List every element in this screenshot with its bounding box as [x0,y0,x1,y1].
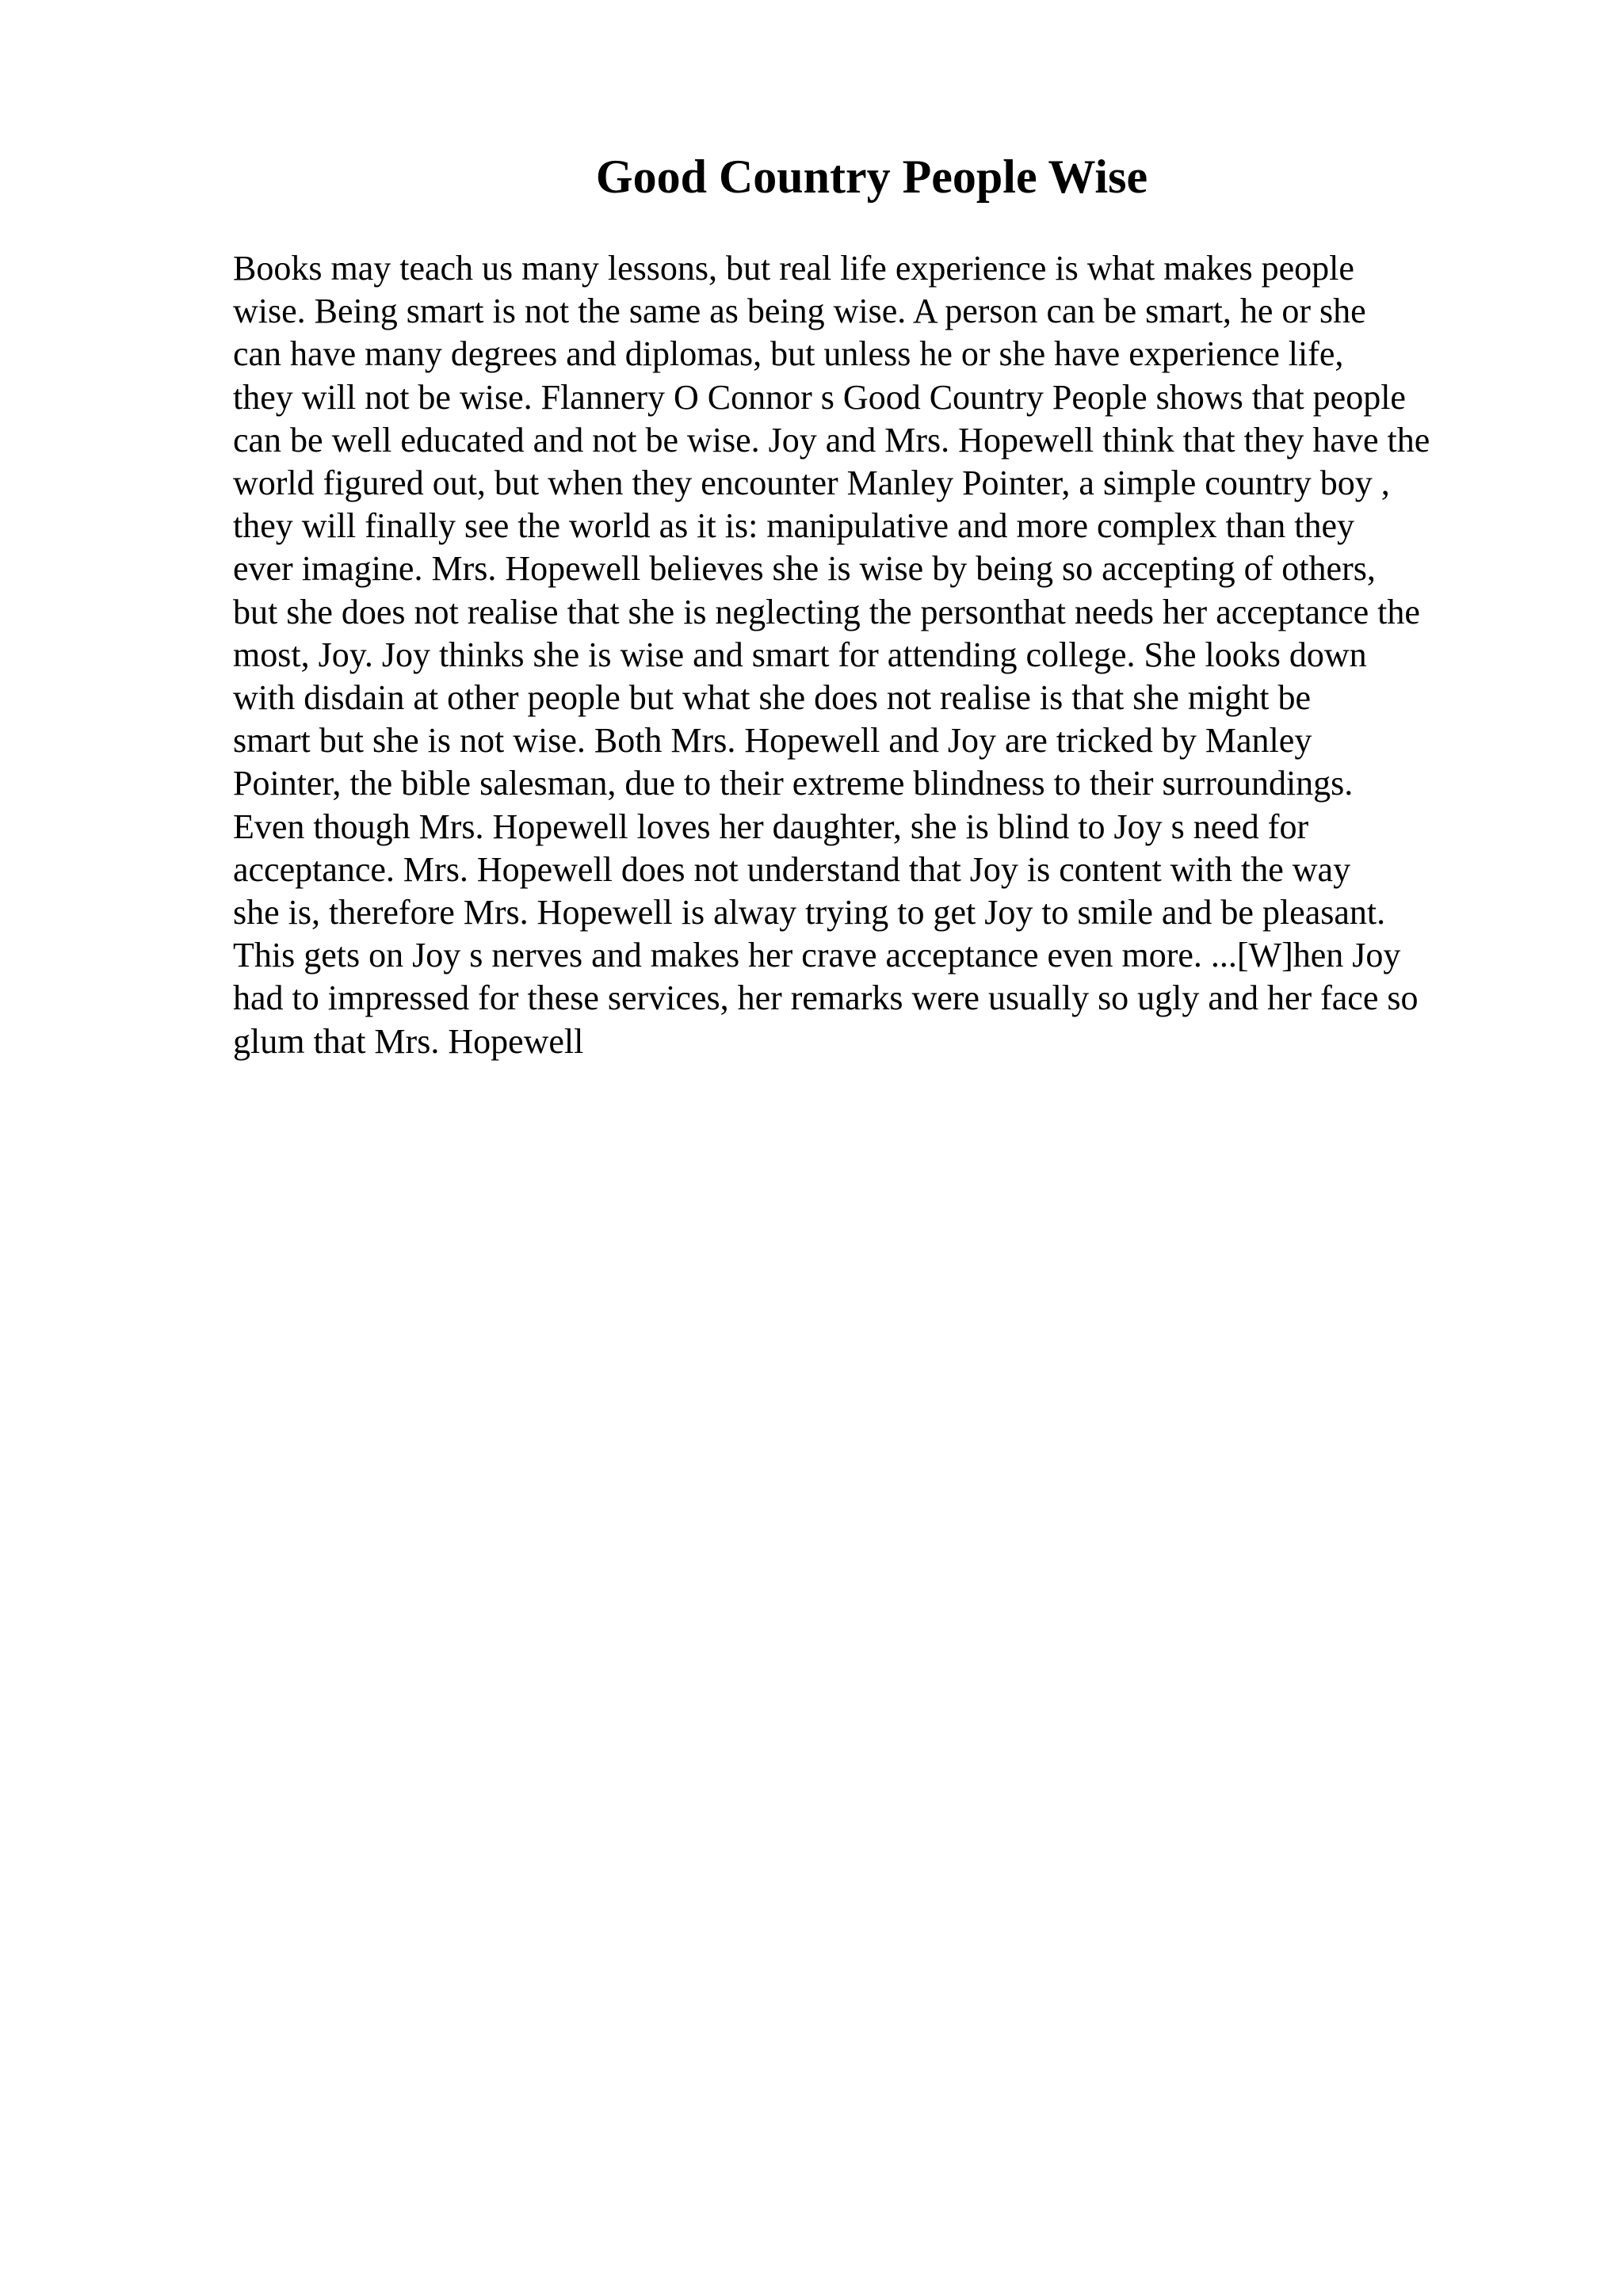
text-line: glum that Mrs. Hopewell [233,1021,584,1061]
essay-body [233,247,1612,1063]
text-line: world figured out, but when they encounter Manley Pointer, a simple country boy , [233,463,1390,503]
text-line: Even though Mrs. Hopewell loves her daughter, she is blind to Joy s need for [233,807,1309,846]
text-line: can have many degrees and diplomas, but unless he or she have experience life, [233,334,1344,374]
text-line: This gets on Joy s nerves and makes her crave acceptance even more. ...[W]hen Joy [233,936,1401,975]
text-line: she is, therefore Mrs. Hopewell is alway trying to get Joy to smile and be pleasant. [233,893,1386,933]
text-line: Pointer, the bible salesman, due to their extreme blindness to their surroundings. [233,764,1354,803]
text-line: Books may teach us many lessons, but real life experience is what makes people [233,249,1354,288]
text-line: can be well educated and not be wise. Joy and Mrs. Hopewell think that they have the [233,420,1430,460]
text-line: acceptance. Mrs. Hopewell does not understand that Joy is content with the way [233,849,1351,889]
text-line: ever imagine. Mrs. Hopewell believes she is wise by being so accepting of others, [233,549,1376,589]
document-title: Good Country People Wise [595,151,1148,203]
text-line: they will finally see the world as it is: manipulative and more complex than they [233,506,1354,546]
text-line: had to impressed for these services, her remarks were usually so ugly and her face so [233,978,1419,1018]
text-line: but she does not realise that she is neglecting the personthat needs her acceptance the [233,592,1420,631]
text-line: they will not be wise. Flannery O Connor s Good Country People shows that people [233,377,1406,417]
text-line: smart but she is not wise. Both Mrs. Hopewell and Joy are tricked by Manley [233,721,1312,761]
text-line: most, Joy. Joy thinks she is wise and smart for attending college. She looks down [233,635,1367,674]
text-line: wise. Being smart is not the same as being wise. A person can be smart, he or she [233,292,1366,331]
text-line: with disdain at other people but what she does not realise is that she might be [233,678,1312,718]
